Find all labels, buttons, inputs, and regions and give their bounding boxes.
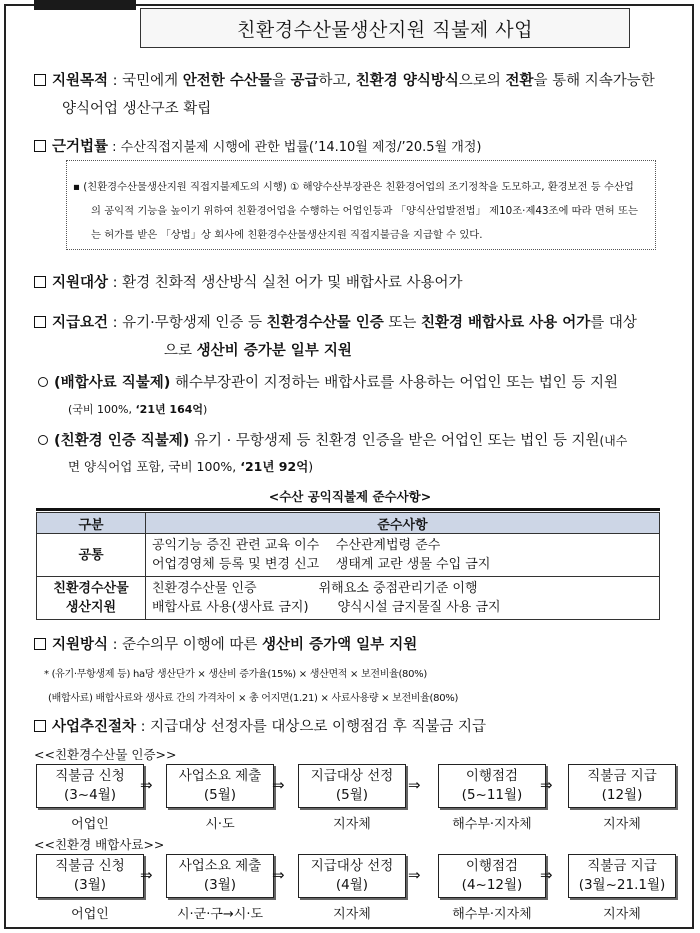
feed-item [38,372,618,394]
header-tab-mark [34,0,136,10]
text-bold: ‘21년 92억 [240,459,309,474]
section-method [34,634,417,656]
flow-step-period: (5월) [335,787,369,803]
flow-step-box [166,764,274,808]
text: 해수부장관이 지정하는 배합사료를 사용하는 어업인 또는 법인 등 지원 [170,375,619,391]
table-top-rule [36,508,660,511]
flow-step-box [568,854,676,898]
flow-step-box [438,854,546,898]
method-formula-2: (배합사료) 배합사료와 생사료 간의 가격차이 × 총 어지면(1.21) × 사료사용량 × 보전비율(80%) [48,693,459,704]
text: (국비 100%, [68,403,136,416]
flow-step-period: (4월) [335,877,369,893]
flow-step-title: 지급대상 선정 [310,768,394,784]
table-header: 구분 [37,513,146,534]
text-bold: 생산비 증가분 일부 지원 [196,343,352,359]
section-label: 근거법률 [52,139,109,155]
eco-item [38,430,627,452]
checkbox-square-icon [34,720,46,732]
text: 를 대상 [590,315,637,331]
flow-step-actor: 시·도 [205,817,235,832]
checkbox-square-icon [34,316,46,328]
text: : 국민에게 [108,73,183,89]
text-bold: 전환 [505,73,534,89]
section-purpose [34,70,674,92]
flow-step-title: 이행점검 [465,768,519,784]
row-line: 공익기능 증진 관련 교육 이수 수산관계법령 준수 [152,538,441,553]
flow-arrow-icon: ⇒ [140,776,153,794]
text: ) [308,459,314,474]
flow-step-box [166,854,274,898]
text: 하고, [318,73,356,89]
section-label: 지원목적 [52,73,109,89]
flow-step-actor: 지자체 [603,907,641,922]
flow-step-box [438,764,546,808]
flow-step-title: 직불금 지급 [587,768,657,784]
section-label: 지원대상 [52,275,109,291]
table-row [37,534,660,577]
text-bold: 생산비 증가액 일부 지원 [262,637,418,653]
checkbox-square-icon [34,638,46,650]
table-header-row [37,513,660,534]
item-label: (배합사료 직불제) [54,375,171,391]
flow-step-period: (4~12월) [461,877,523,893]
row-content [146,577,660,620]
text: 또는 [383,315,421,331]
flow-step-period: (3~4월) [63,787,117,803]
flow-step-actor: 지자체 [333,817,371,832]
flow-arrow-icon: ⇒ [272,866,285,884]
text: 을 [271,73,291,89]
flow-label-feed: <<친환경 배합사료>> [34,837,165,852]
flow-step-actor: 어업인 [71,817,109,832]
text: 으로 [164,343,197,359]
flow-step-period: (5~11월) [461,787,523,803]
law-note-line: 의 공익적 기능을 높이기 위하여 친환경어업을 수행하는 어업인등과 「양식산업발전법」 제10조·제43조에 따라 면허 또는 [91,205,638,217]
flow-arrow-icon: ⇒ [140,866,153,884]
flow-arrow-icon: ⇒ [408,866,421,884]
flow-step-box [36,854,144,898]
row-label: 친환경수산물 생산지원 [37,577,146,620]
text: 면 양식어업 포함, 국비 100%, [68,459,241,474]
text: (내수 [599,434,628,448]
page-title: 친환경수산물생산지원 직불제 사업 [140,8,630,48]
section-law [34,136,481,159]
text-bold: 친환경 배합사료 사용 어가 [420,315,591,331]
flow-label-certification: <<친환경수산물 인증>> [34,747,177,762]
text: : 준수의무 이행에 따른 [108,637,263,653]
item-label: (친환경 인증 직불제) [54,433,190,449]
law-note-line: 는 허가를 받은 「상법」상 회사에 친환경수산물생산지원 직접지불금을 지급할 수 있다. [91,229,483,241]
text-bold: 안전한 수산물 [182,73,272,89]
eco-line2 [68,456,313,478]
flow-arrow-icon: ⇒ [408,776,421,794]
feed-sub [68,399,207,421]
flow-arrow-icon: ⇒ [540,866,553,884]
text: 으로의 [458,73,506,89]
flow-step-period: (5월) [203,787,237,803]
checkbox-square-icon [34,140,46,152]
flow-step-title: 직불금 신청 [55,768,125,784]
law-note-box [66,160,656,250]
text-bold: 친환경수산물 인증 [266,315,384,331]
flow-step-actor: 시·군·구→시·도 [176,907,264,922]
section-requirement [34,312,674,334]
flow-step-title: 사업소요 제출 [178,858,262,874]
flow-step-actor: 해수부·지자체 [452,907,532,922]
flow-step-title: 직불금 신청 [55,858,125,874]
section-procedure [34,716,486,738]
law-note-line: ▪ (친환경수산물생산지원 직접지불제도의 시행) ① 해양수산부장관은 친환경어업의 조기정착을 도모하고, 환경보전 등 수산업 [73,181,634,193]
section-label: 지급요건 [52,315,109,331]
text: : 환경 친화적 생산방식 실천 어가 및 배합사료 사용어가 [108,275,463,291]
row-line: 어업경영체 등록 및 변경 신고 생태계 교란 생물 수입 금지 [152,557,491,572]
bullet-circle-icon [38,377,48,387]
row-line: 친환경수산물 인증 위해요소 중점관리기준 이행 [152,581,478,596]
table-row [37,577,660,620]
flow-step-box [298,764,406,808]
flow-step-period: (3월) [73,877,107,893]
flow-step-box [36,764,144,808]
flow-step-actor: 해수부·지자체 [452,817,532,832]
flow-step-title: 이행점검 [465,858,519,874]
text: : 지급대상 선정자를 대상으로 이행점검 후 직불금 지급 [136,719,486,735]
checkbox-square-icon [34,276,46,288]
row-line: 배합사료 사용(생사료 금지) 양식시설 금지물질 사용 금지 [152,600,501,615]
flow-step-period: (3월) [203,877,237,893]
flow-step-title: 직불금 지급 [587,858,657,874]
table-header: 준수사항 [146,513,660,534]
text-bold: 친환경 양식방식 [355,73,459,89]
purpose-line2: 양식어업 생산구조 확립 [62,101,212,117]
flow-step-box [568,764,676,808]
flow-step-actor: 지자체 [333,907,371,922]
bullet-circle-icon [38,435,48,445]
section-label: 지원방식 [52,637,109,653]
text: 을 통해 지속가능한 [533,73,655,89]
requirement-line2 [164,340,352,362]
flow-arrow-icon: ⇒ [272,776,285,794]
method-formula-1: * (유기·무항생제 등) ha당 생산단가 × 생산비 증가율(15%) × 생산면적 × 보전비율(80%) [44,669,427,680]
text: : 수산직접지불제 시행에 관한 법률(’14.10월 제정/’20.5월 개정) [108,140,482,155]
flow-step-period: (12월) [601,787,643,803]
section-label: 사업추진절차 [52,719,137,735]
flow-step-title: 사업소요 제출 [178,768,262,784]
flow-step-period: (3월~21.1월) [578,877,666,893]
row-label: 공통 [37,534,146,577]
table-caption: <수산 공익직불제 준수사항> [268,489,432,504]
row-content [146,534,660,577]
flow-step-actor: 지자체 [603,817,641,832]
section-target [34,272,463,294]
text-bold: 공급 [290,73,319,89]
text: : 유기·무항생제 인증 등 [108,315,267,331]
flow-arrow-icon: ⇒ [540,776,553,794]
flow-step-actor: 어업인 [71,907,109,922]
compliance-table [36,512,660,620]
text-bold: ‘21년 164억 [135,403,204,416]
checkbox-square-icon [34,74,46,86]
text: ) [203,403,208,416]
flow-step-box [298,854,406,898]
flow-step-title: 지급대상 선정 [310,858,394,874]
text: 유기 · 무항생제 등 친환경 인증을 받은 어업인 또는 법인 등 지원 [189,433,600,449]
